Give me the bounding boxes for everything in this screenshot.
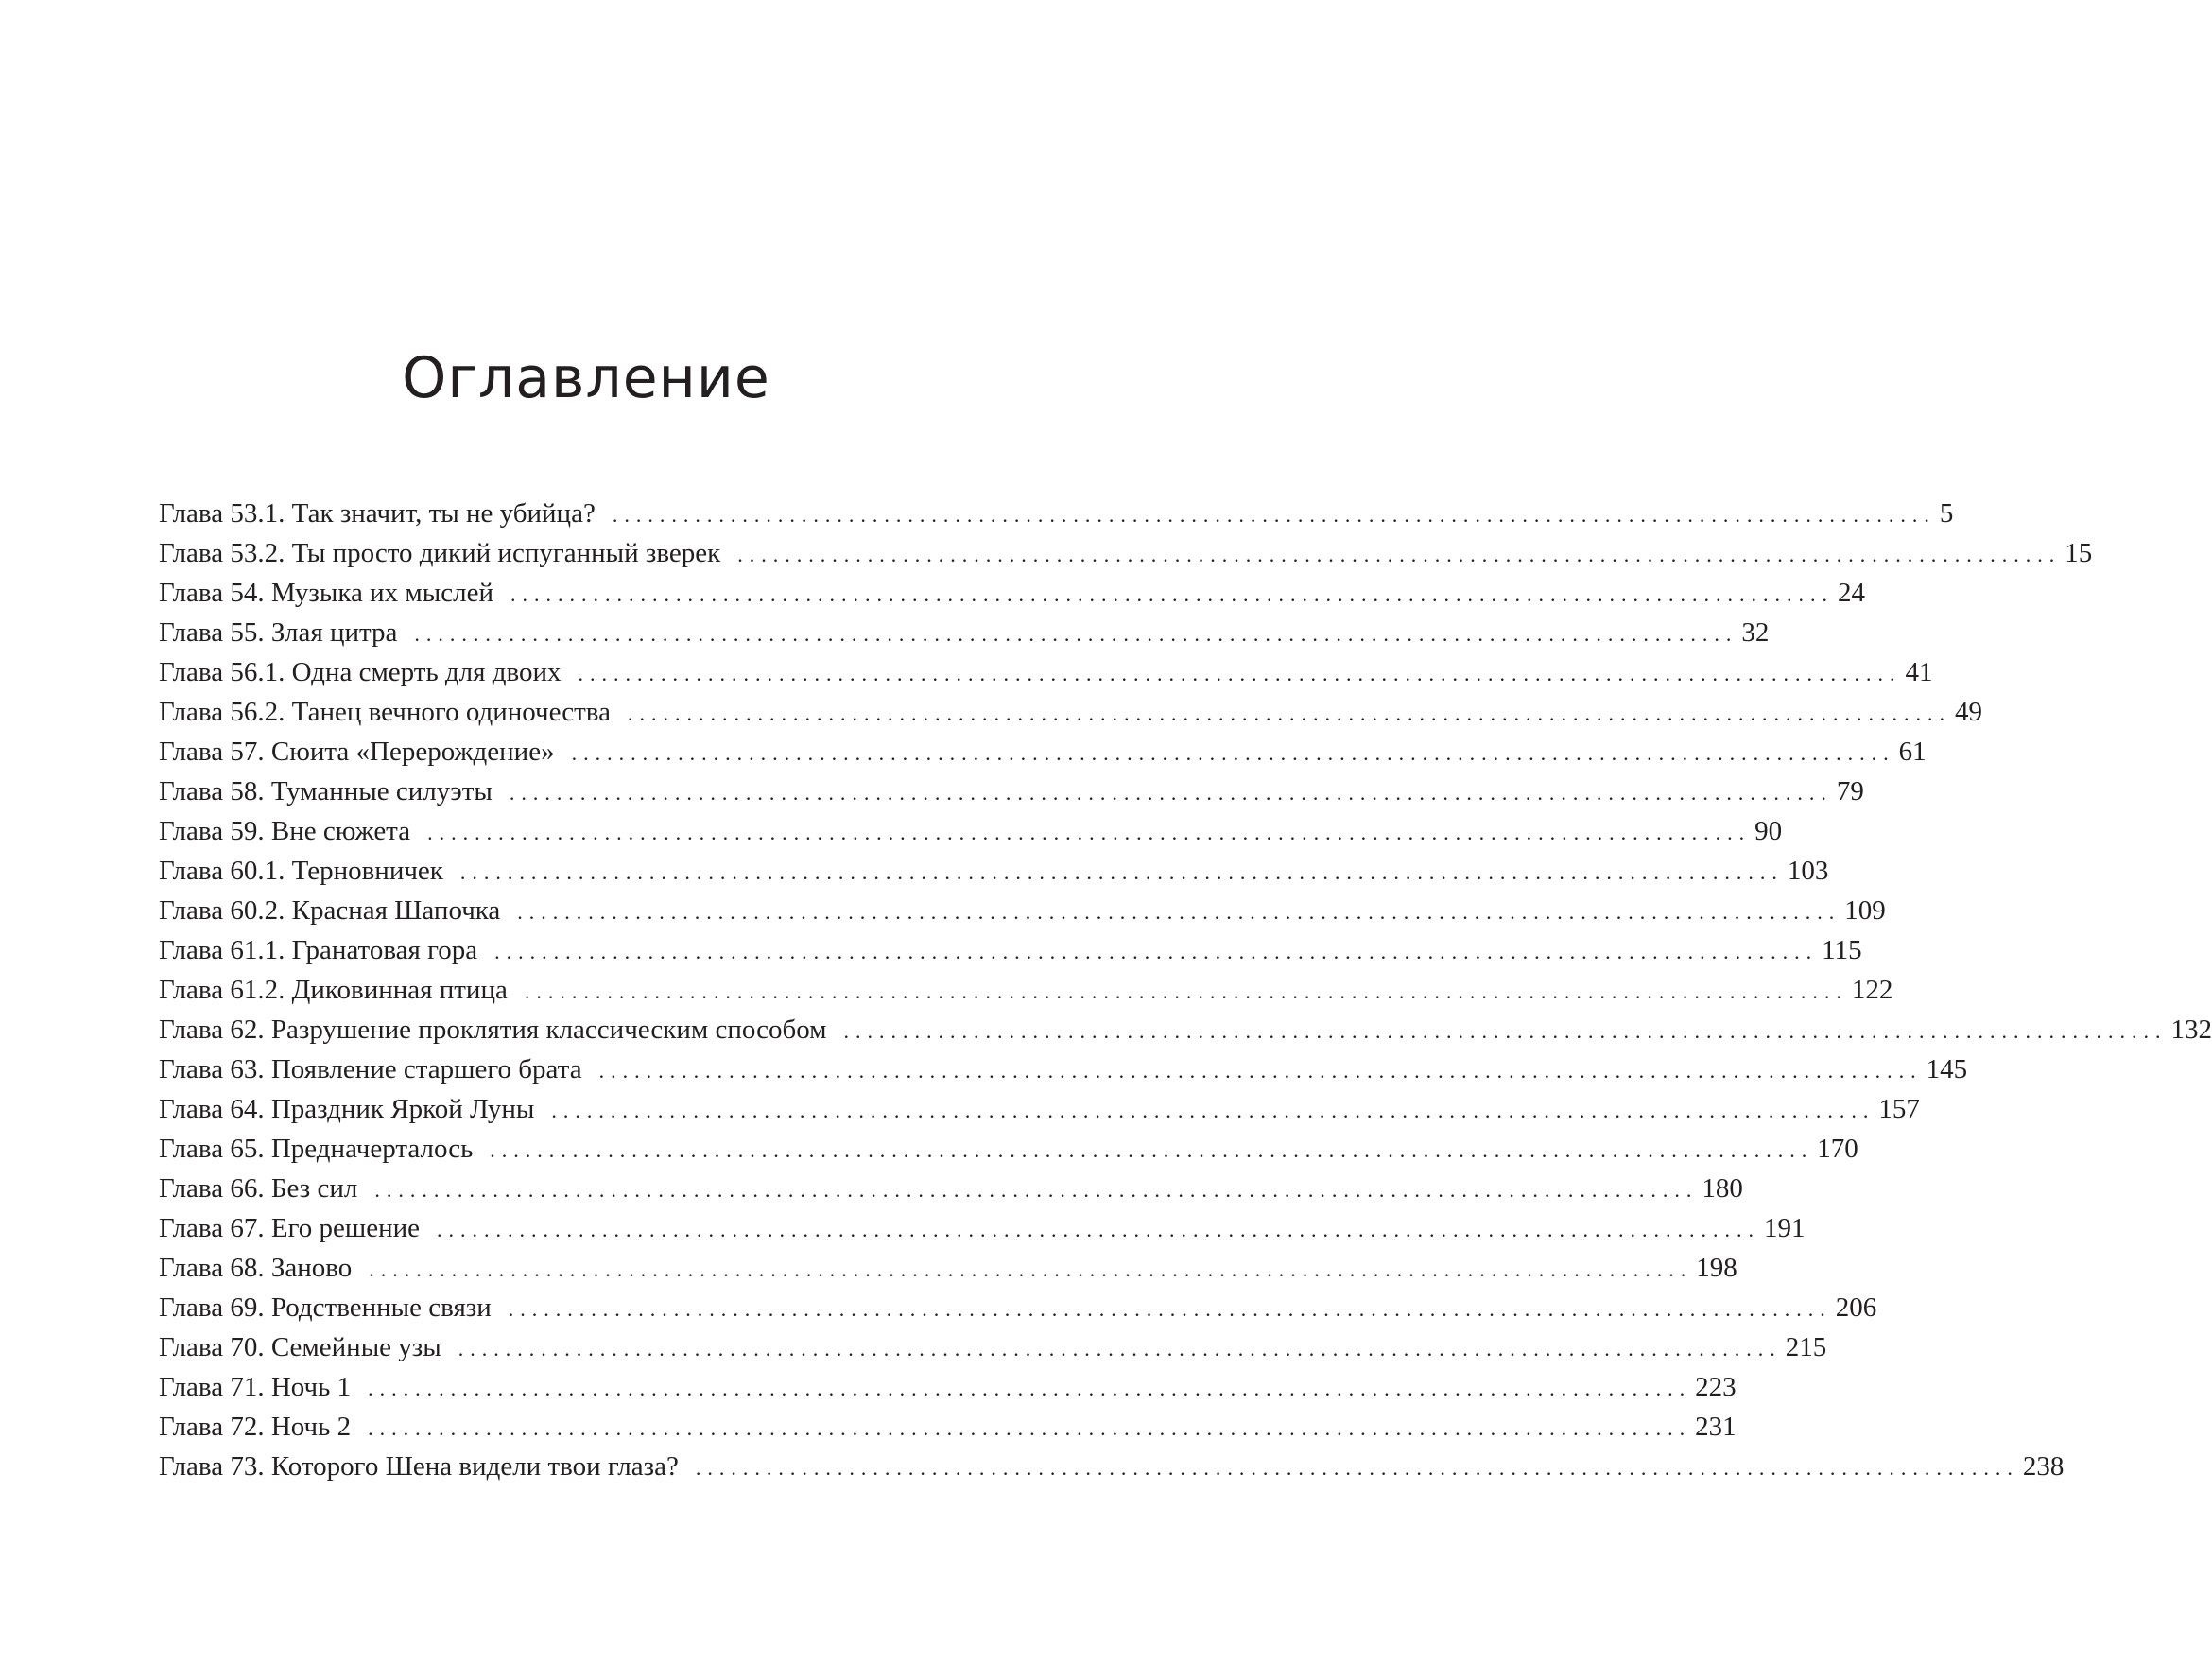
toc-entry[interactable] [159, 1169, 1743, 1208]
toc-entry[interactable] [159, 652, 1933, 692]
toc-entry-label: Глава 69. Родственные связи [159, 1292, 492, 1323]
toc-entry-label: Глава 55. Злая цитра [159, 617, 398, 648]
toc-dot-leader: ................................................................................................................ [737, 543, 2062, 566]
toc-dot-leader: ................................................................................................................ [598, 1059, 1923, 1083]
toc-dot-leader: ................................................................................................................ [509, 781, 1833, 805]
toc-dot-leader: ................................................................................................................ [374, 1178, 1699, 1202]
toc-entry[interactable] [159, 1010, 2212, 1049]
toc-entry[interactable] [159, 851, 1829, 891]
toc-entry[interactable] [159, 1049, 1968, 1089]
toc-entry-label: Глава 56.2. Танец вечного одиночества [159, 697, 611, 727]
toc-page-number: 170 [1817, 1134, 1858, 1164]
toc-page-number: 61 [1898, 737, 1927, 767]
toc-entry[interactable] [159, 930, 1862, 970]
toc-page-number: 157 [1878, 1094, 1920, 1124]
toc-dot-leader: ................................................................................................................ [368, 1416, 1692, 1440]
toc-dot-leader: ................................................................................................................ [510, 582, 1834, 606]
toc-entry-label: Глава 59. Вне сюжета [159, 816, 411, 846]
toc-entry-label: Глава 64. Праздник Яркой Луны [159, 1094, 535, 1124]
toc-dot-leader: ................................................................................................................ [508, 1297, 1832, 1321]
toc-entry[interactable] [159, 732, 1927, 772]
toc-page-number: 223 [1695, 1372, 1737, 1402]
toc-entry[interactable] [159, 1447, 2065, 1486]
toc-entry[interactable] [159, 970, 1893, 1010]
toc-dot-leader: ................................................................................................................ [427, 821, 1752, 844]
toc-entry-label: Глава 60.2. Красная Шапочка [159, 895, 501, 926]
toc-entry[interactable] [159, 811, 1783, 851]
toc-dot-leader: ................................................................................................................ [414, 622, 1738, 646]
toc-page-number: 15 [2065, 538, 2093, 568]
toc-entry-label: Глава 56.1. Одна смерть для двоих [159, 657, 562, 687]
toc-dot-leader: ................................................................................................................ [458, 1337, 1782, 1361]
toc-page-number: 145 [1926, 1054, 1968, 1084]
toc-entry-label: Глава 60.1. Терновничек [159, 856, 443, 886]
toc-entry[interactable] [159, 1129, 1858, 1169]
toc-entry-label: Глава 67. Его решение [159, 1213, 420, 1243]
toc-entry[interactable] [159, 494, 1954, 533]
toc-entry[interactable] [159, 891, 1886, 930]
toc-entry-label: Глава 53.1. Так значит, ты не убийца? [159, 498, 596, 529]
toc-page-number: 32 [1741, 617, 1770, 648]
toc-entry-label: Глава 57. Сюита «Перерождение» [159, 737, 555, 767]
toc-page-number: 180 [1702, 1173, 1743, 1204]
toc-entry-label: Глава 61.2. Диковинная птица [159, 975, 508, 1005]
toc-entry-label: Глава 53.2. Ты просто дикий испуганный зверек [159, 538, 721, 568]
toc-page-number: 132 [2170, 1015, 2212, 1045]
toc-entry-label: Глава 73. Которого Шена видели твои глаза? [159, 1451, 679, 1482]
toc-page-number: 238 [2022, 1451, 2065, 1482]
toc-entry-label: Глава 65. Предначерталось [159, 1134, 474, 1164]
toc-dot-leader: ................................................................................................................ [627, 702, 1951, 725]
toc-entry[interactable] [159, 772, 1864, 811]
toc-entry[interactable] [159, 1288, 1877, 1327]
toc-page-number: 5 [1939, 498, 1954, 529]
toc-entry-label: Глава 63. Появление старшего брата [159, 1054, 582, 1084]
toc-dot-leader: ................................................................................................................ [368, 1377, 1692, 1400]
toc-entry-label: Глава 70. Семейные узы [159, 1332, 441, 1362]
toc-entry-label: Глава 66. Без сил [159, 1173, 358, 1204]
toc-page-number: 231 [1695, 1412, 1737, 1442]
toc-entry[interactable] [159, 1327, 1827, 1367]
toc-page-number: 24 [1837, 578, 1865, 608]
toc-entry[interactable] [159, 692, 1982, 732]
toc-dot-leader: ................................................................................................................ [490, 1138, 1814, 1162]
toc-entry-label: Глава 71. Ночь 1 [159, 1372, 352, 1402]
toc-page-number: 215 [1785, 1332, 1827, 1362]
toc-entry[interactable] [159, 573, 1865, 613]
toc-entry[interactable] [159, 1248, 1737, 1288]
toc-entry-label: Глава 62. Разрушение проклятия классическим способом [159, 1015, 827, 1045]
toc-dot-leader: ................................................................................................................ [517, 900, 1841, 924]
toc-entry-label: Глава 54. Музыка их мыслей [159, 578, 493, 608]
toc-dot-leader: ................................................................................................................ [459, 860, 1784, 884]
toc-dot-leader: ................................................................................................................ [551, 1099, 1875, 1122]
toc-page-number: 115 [1822, 935, 1862, 965]
toc-dot-leader: ................................................................................................................ [524, 980, 1848, 1003]
toc-page-number: 109 [1844, 895, 1886, 926]
toc-dot-leader: ................................................................................................................ [369, 1257, 1693, 1281]
toc-list [159, 494, 2212, 1486]
toc-page-number: 41 [1905, 657, 1933, 687]
toc-dot-leader: ................................................................................................................ [494, 940, 1819, 963]
toc-page-number: 122 [1851, 975, 1893, 1005]
toc-page-number: 206 [1835, 1292, 1877, 1323]
toc-entry-label: Глава 61.1. Гранатовая гора [159, 935, 478, 965]
toc-entry[interactable] [159, 1407, 1737, 1447]
toc-dot-leader: ................................................................................................................ [612, 503, 1936, 527]
toc-page-number: 90 [1754, 816, 1783, 846]
toc-entry-label: Глава 58. Туманные силуэты [159, 776, 493, 806]
toc-entry[interactable] [159, 1089, 1920, 1129]
toc-page-number: 49 [1954, 697, 1982, 727]
toc-page-number: 79 [1836, 776, 1864, 806]
toc-dot-leader: ................................................................................................................ [571, 741, 1895, 765]
toc-page-number: 103 [1787, 856, 1829, 886]
toc-dot-leader: ................................................................................................................ [843, 1019, 2168, 1043]
toc-entry[interactable] [159, 1208, 1806, 1248]
toc-entry[interactable] [159, 533, 2093, 573]
toc-page-number: 198 [1696, 1253, 1737, 1283]
toc-page-number: 191 [1763, 1213, 1806, 1243]
toc-entry[interactable] [159, 1367, 1737, 1407]
toc-dot-leader: ................................................................................................................ [578, 662, 1902, 685]
toc-entry-label: Глава 68. Заново [159, 1253, 353, 1283]
toc-entry-label: Глава 72. Ночь 2 [159, 1412, 352, 1442]
page-title: Оглавление [402, 345, 770, 411]
toc-dot-leader: ................................................................................................................ [436, 1218, 1760, 1241]
toc-entry[interactable] [159, 613, 1770, 652]
toc-dot-leader: ................................................................................................................ [695, 1456, 2019, 1480]
